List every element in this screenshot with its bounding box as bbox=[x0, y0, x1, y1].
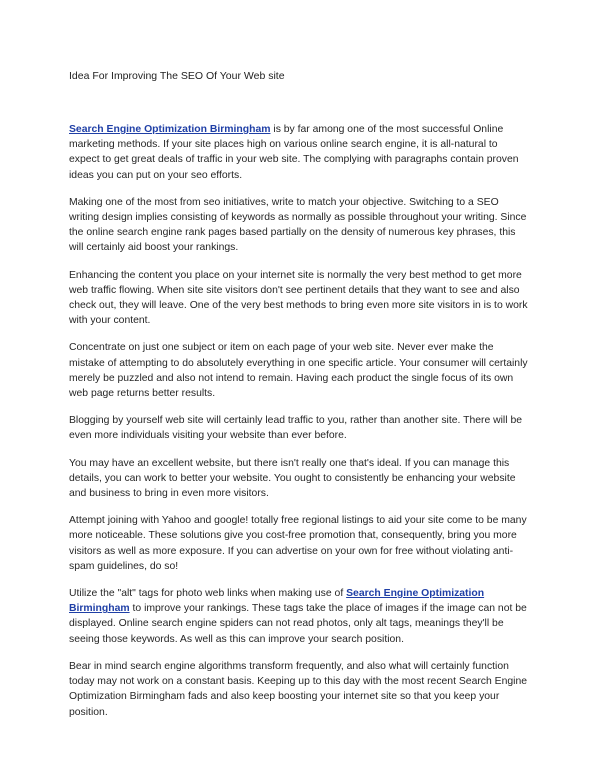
paragraph-text: Utilize the "alt" tags for photo web links when making use of bbox=[69, 588, 347, 600]
paragraph-3: Enhancing the content you place on your internet site is normally the very best method to get more web traffic flowing. When site site visitors don't see pertinent details that they want to see and also check out, they will leave. One of the very best methods to bring even more site visitors in is to work with your content. bbox=[69, 269, 528, 327]
paragraph-text: to improve your rankings. These tags take the place of images if the image can not be displayed. Online search engine spiders can not read photos, only alt tags, meanings they'll be seeing those keywords. As well as this can improve your search position. bbox=[69, 603, 527, 645]
document-title: Idea For Improving The SEO Of Your Web site bbox=[69, 70, 285, 82]
paragraph-5: Blogging by yourself web site will certainly lead traffic to you, rather than another site. There will be even more individuals visiting your website than ever before. bbox=[69, 415, 522, 442]
seo-birmingham-link[interactable]: Search Engine Optimization Birmingham bbox=[69, 124, 271, 135]
paragraph-2: Making one of the most from seo initiatives, write to match your objective. Switching to a SEO writing design implies consisting of keywords as normally as possible throughout your writing. Since the online search engine rank pages based partially on the density of numerous key phrases, this will certainly aid boost your rankings. bbox=[69, 196, 527, 254]
paragraph-4: Concentrate on just one subject or item on each page of your web site. Never ever make the mistake of attempting to do absolutely everything in one specific article. Your consumer will certainly merely be puzzled and also not intend to remain. Having each product the single focus of its own web page returns better results. bbox=[69, 342, 528, 400]
paragraph-8 bbox=[69, 586, 531, 647]
paragraph-1 bbox=[69, 122, 531, 183]
paragraph-7: Attempt joining with Yahoo and google! totally free regional listings to aid your site come to be many more noticeable. These solutions give you cost-free promotion that, consequently, bring you more visitors as well as more exposure. If you can advertise on your own for free without violating anti-spam guidelines, do so! bbox=[69, 515, 527, 572]
seo-birmingham-link[interactable]: Search Engine Optimization Birmingham bbox=[69, 588, 485, 615]
paragraph-9: Bear in mind search engine algorithms transform frequently, and also what will certainly function today may not work on a constant basis. Keeping up to this day with the most recent Search Engine Optimization Birmingham fads and also keep boosting your internet site so that you keep your position. bbox=[69, 660, 528, 718]
document-body bbox=[69, 122, 531, 720]
paragraph-text: is by far among one of the most successful Online marketing methods. If your site places high on various online search engine, it is all-natural to expect to get great deals of traffic in your web site. The complying with paragraphs contain proven ideas you can put on your seo efforts. bbox=[69, 124, 519, 181]
paragraph-6: You may have an excellent website, but there isn't really one that's ideal. If you can manage this details, you can work to better your website. You ought to consistently be enhancing your website and business to bring in even more visitors. bbox=[69, 457, 516, 500]
